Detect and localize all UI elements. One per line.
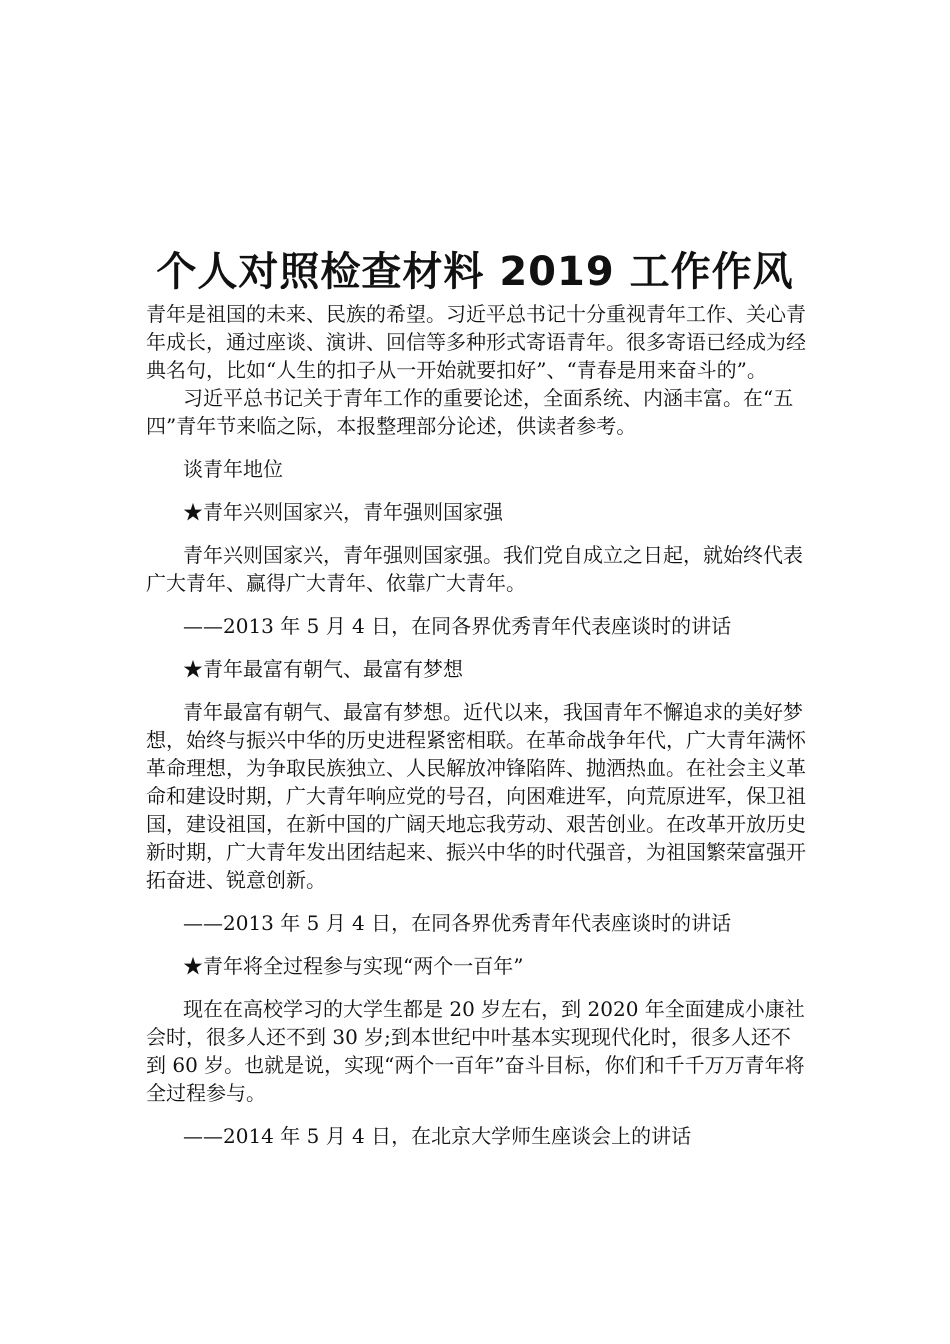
citation: ——2014 年 5 月 4 日，在北京大学师生座谈会上的讲话	[183, 1124, 692, 1148]
subheading: ★青年兴则国家兴，青年强则国家强	[183, 500, 503, 524]
citation: ——2013 年 5 月 4 日，在同各界优秀青年代表座谈时的讲话	[183, 911, 732, 935]
quote-paragraph: 青年兴则国家兴，青年强则国家强。我们党自成立之日起，就始终代表广大青年、赢得广大青年、依靠广大青年。	[146, 543, 803, 595]
subheading: ★青年将全过程参与实现“两个一百年”	[183, 954, 524, 978]
intro-paragraph: 青年是祖国的未来、民族的希望。习近平总书记十分重视青年工作、关心青年成长，通过座谈、演讲、回信等多种形式寄语青年。很多寄语已经成为经典名句，比如“人生的扣子从一开始就要扣好”、“青春是用来奋斗的”。	[146, 302, 806, 382]
quote-paragraph: 青年最富有朝气、最富有梦想。近代以来，我国青年不懈追求的美好梦想，始终与振兴中华的历史进程紧密相联。在革命战争年代，广大青年满怀革命理想，为争取民族独立、人民解放冲锋陷阵、抛洒热血。在社会主义革命和建设时期，广大青年响应党的号召，向困难进军，向荒原进军，保卫祖国，建设祖国，在新中国的广阔天地忘我劳动、艰苦创业。在改革开放历史新时期，广大青年发出团结起来、振兴中华的时代强音，为祖国繁荣富强开拓奋进、锐意创新。	[146, 700, 806, 892]
subheading: ★青年最富有朝气、最富有梦想	[183, 657, 463, 681]
quote-paragraph: 现在在高校学习的大学生都是 20 岁左右，到 2020 年全面建成小康社会时，很多人还不到 30 岁;到本世纪中叶基本实现现代化时，很多人还不到 60 岁。也就是说，实现“两个一百年”奋斗目标，你们和千千万万青年将全过程参与。	[146, 997, 805, 1105]
section-heading: 谈青年地位	[183, 457, 283, 481]
document-title: 个人对照检查材料 2019 工作作风	[156, 249, 794, 295]
citation: ——2013 年 5 月 4 日，在同各界优秀青年代表座谈时的讲话	[183, 614, 732, 638]
intro-paragraph-2: 习近平总书记关于青年工作的重要论述，全面系统、内涵丰富。在“五四”青年节来临之际，本报整理部分论述，供读者参考。	[146, 386, 794, 438]
document-body	[146, 300, 810, 1150]
